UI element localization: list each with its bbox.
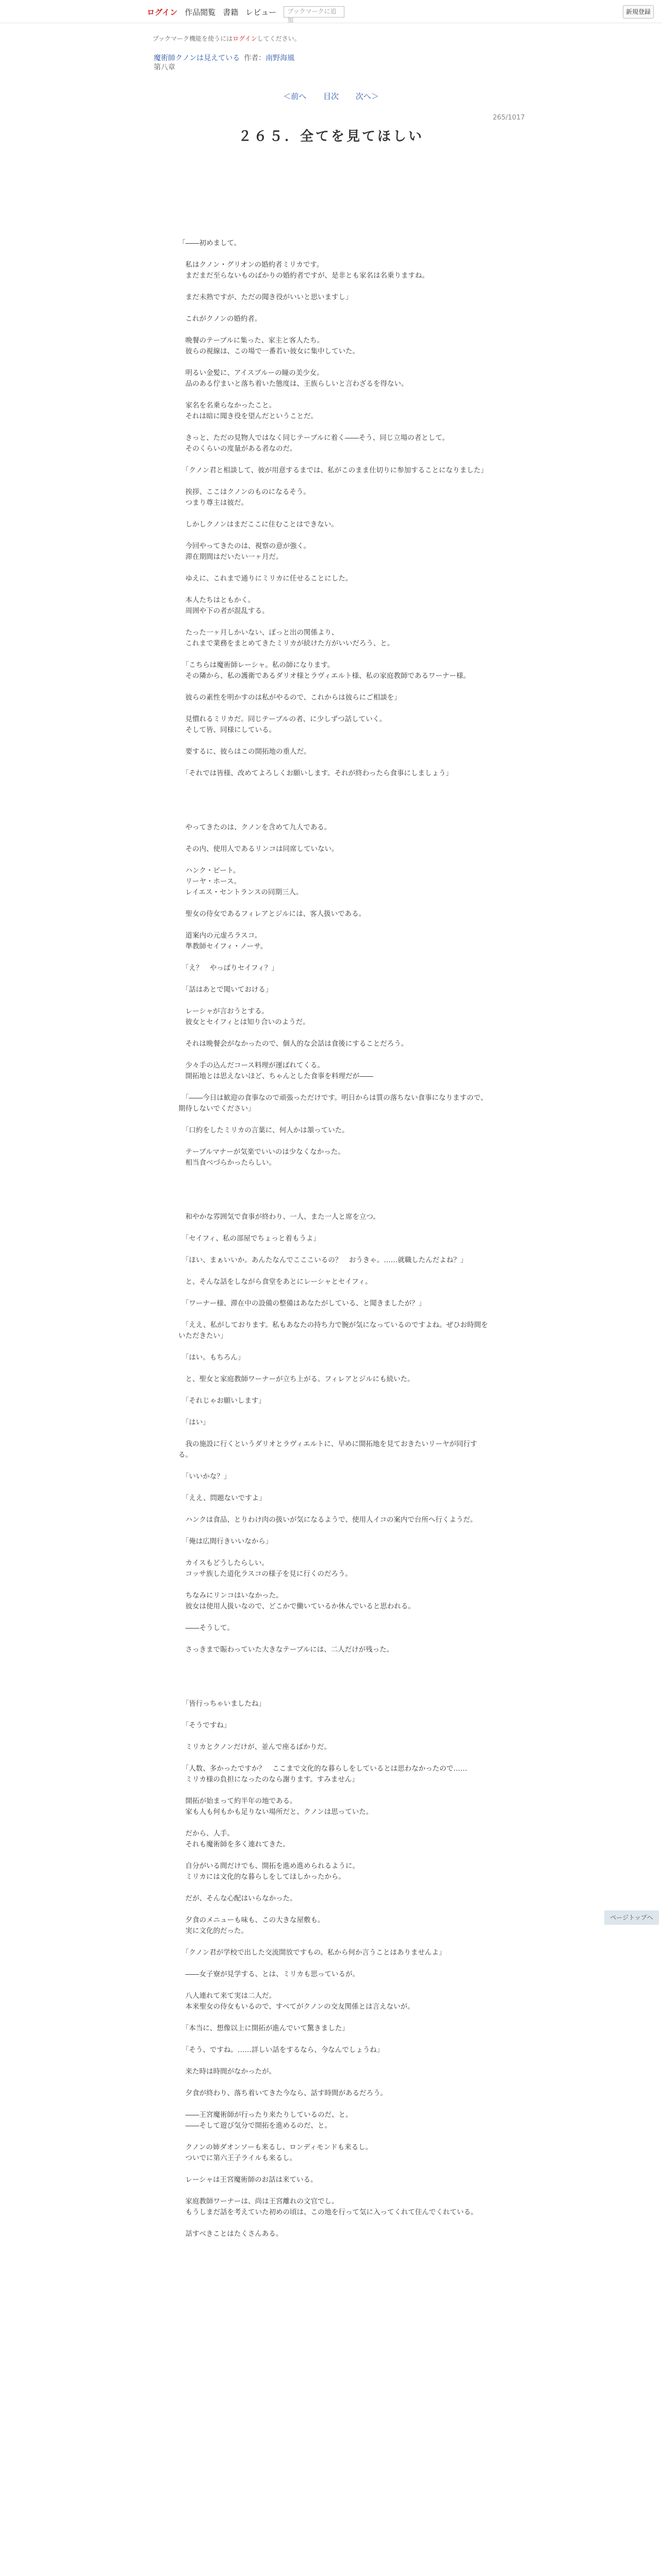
body-line [178, 303, 491, 314]
body-line: その内、使用人であるリンコは同席していない。 [178, 845, 339, 853]
author-link[interactable]: 南野海風 [266, 54, 295, 62]
body-line: きっと、ただの見物人ではなく同じテーブルに着く――そう、同じ立場の者として。 [178, 434, 450, 442]
body-line [178, 1753, 491, 1764]
body-line [178, 757, 491, 768]
body-line [178, 1504, 491, 1515]
body-line: 「いいかな？」 [178, 1472, 231, 1481]
body-line [178, 898, 491, 909]
bookmark-note-prefix: ブックマーク機能を使うには [153, 35, 233, 42]
body-line: レーシャが言おうとする。 [178, 1007, 269, 1015]
body-line: ――そして遊び気分で開拓を進めるのだ、と。 [178, 2122, 332, 2130]
body-line [178, 2164, 491, 2175]
prev-episode-link[interactable]: ＜前へ [283, 92, 307, 101]
body-line: 晩餐のテーブルに集った、家主と客人たち。 [178, 336, 324, 345]
body-line: 話すべきことはたくさんある。 [178, 2230, 283, 2238]
body-line [178, 682, 491, 692]
body-line: ついでに第六王子ライルも来るし。 [178, 2154, 297, 2162]
body-line: 相当食べづらかったらしい。 [178, 1159, 276, 1167]
body-line: カイスもどうしたらしい。 [178, 1559, 269, 1567]
body-line: それも魔術師を多く連れてきた。 [178, 1840, 290, 1849]
body-line: 夕食が終わり、落ち着いてきた今なら、話す時間があるだろう。 [178, 2089, 387, 2097]
body-line: 「ほい、まぁいいか。あんたなんでこここいるの？ おうきゃ。……就職したんだよね？」 [178, 1256, 468, 1264]
nav-link-books[interactable]: 書籍 [223, 7, 239, 17]
body-line: 八人連れて来て実は二人だ。 [178, 1992, 276, 2000]
body-line: 「話はあとで聞いておける」 [178, 986, 273, 994]
body-line [178, 1958, 491, 1969]
body-line [178, 1688, 491, 1699]
body-line [178, 1385, 491, 1396]
body-line: 「セイフィ、私の部屋でちょっと着もうよ」 [178, 1234, 320, 1243]
body-line [178, 2185, 491, 2196]
body-line: 和やかな雰囲気で食事が終わり、一人、また一人と席を立つ。 [178, 1213, 380, 1221]
site-header [0, 0, 662, 23]
body-line [178, 325, 491, 335]
body-line [178, 1266, 491, 1277]
body-line [178, 736, 491, 747]
body-line: 周囲や下の者が混乱する。 [178, 607, 269, 615]
body-line: 「口約をしたミリカの言葉に、何人かは頷っていた。 [178, 1126, 349, 1134]
body-line: 本人たちはともかく。 [178, 596, 255, 604]
body-line: 彼らの素性を明かすのは私がやるので、これからは彼らにご相談を」 [178, 693, 401, 702]
body-line: と、そんな話をしながら食堂をあとにレーシャとセイフィ。 [178, 1278, 372, 1286]
body-line [178, 1190, 491, 1201]
body-line: 「こちらは魔術師レーシャ。私の師になります。 [178, 661, 335, 669]
body-line [178, 1482, 491, 1493]
body-line: 「ええ、問題ないですよ」 [178, 1494, 266, 1502]
body-line [178, 1223, 491, 1233]
body-line [178, 617, 491, 628]
body-line: まだ未熟ですが、ただの聞き役がいいと思いますし」 [178, 293, 353, 301]
body-line [178, 2099, 491, 2110]
body-line [178, 703, 491, 714]
body-line: 「皆行っちゃいましたね」 [178, 1700, 266, 1708]
body-line: 夕食のメニューも味も、この大きな屋敷も。 [178, 1916, 325, 1924]
body-line: まだまだ至らないものばかりの婚約者ですが、是非とも家名は名乗りますね。 [178, 272, 429, 280]
bookmark-note [153, 34, 301, 43]
body-line [178, 422, 491, 433]
body-line [178, 2077, 491, 2088]
body-line: これまで業務をまとめてきたミリカが続けた方がいいだろう、と。 [178, 639, 394, 648]
body-line [178, 1244, 491, 1255]
body-line [178, 1655, 491, 1666]
body-line [178, 1082, 491, 1093]
body-line [178, 811, 491, 822]
body-line [178, 2012, 491, 2023]
body-line [178, 1666, 491, 1677]
body-line: 私はクノン・グリオンの婚約者ミリカです。 [178, 261, 324, 269]
body-line [178, 1634, 491, 1645]
body-line: 明るい金髪に、アイスブルーの瞳の美少女。 [178, 369, 324, 377]
body-line: 準教師セイフィ・ノーサ。 [178, 942, 268, 951]
body-line: 「ええ、私がしております。私もあなたの持ち力で腕が気になっているのですよね。ぜひお時間をいただきたい」 [178, 1321, 488, 1340]
body-line: 挨拶、ここはクノンのものになるそう。 [178, 488, 310, 496]
author-label: 作者： [244, 54, 266, 62]
body-line [178, 920, 491, 930]
next-episode-link[interactable]: 次へ＞ [355, 92, 379, 101]
body-line [178, 227, 491, 238]
body-line: 「それじゃお願いします」 [178, 1397, 266, 1405]
body-line: 品のある佇まいと落ち着いた態度は、王族らしいと言わざるを得ない。 [178, 380, 408, 388]
body-line: そして皆、同様にしている。 [178, 726, 276, 734]
body-line: ミリカとクノンだけが、並んで座るばかりだ。 [178, 1743, 332, 1751]
episode-number: 265/1017 [492, 114, 525, 122]
nav-link-reviews[interactable]: レビュー [245, 7, 277, 17]
body-line [178, 2034, 491, 2045]
bookmark-add-button[interactable]: ブックマークに追加 [284, 6, 344, 18]
body-line: テーブルマナーが気楽でいいのは少なくなかった。 [178, 1148, 345, 1156]
body-line: 「そう、ですね。……詳しい話をするなら、今なんでしょうね」 [178, 2046, 384, 2054]
body-line: ちなみにリンコはいなかった。 [178, 1591, 283, 1600]
body-line [178, 649, 491, 660]
body-line: だが、そんな心配はいらなかった。 [178, 1894, 297, 1903]
header-nav [147, 6, 344, 24]
body-line [178, 974, 491, 985]
body-line: ハンクは食品、とりわけ肉の扱いが気になるようで、使用人イコの案内で台所へ行くようだ。 [178, 1516, 477, 1524]
body-line [178, 476, 491, 487]
body-line: 聖女の侍女であるフィレアとジルには、客人扱いである。 [178, 910, 366, 918]
body-line: 実に文化的だった。 [178, 1927, 248, 1935]
body-line: ――女子寮が見学する、とは、ミリカも思っているが。 [178, 1970, 359, 1978]
body-line [178, 1883, 491, 1893]
body-line [178, 833, 491, 844]
body-line [178, 1709, 491, 1720]
body-line: 彼らの視線は、この場で一番若い彼女に集中していた。 [178, 347, 359, 355]
body-line: ――王宮魔術師が行ったり来たりしているのだ、と。 [178, 2111, 353, 2119]
body-line: ハンク・ビート。 [178, 867, 240, 875]
body-line [178, 1114, 491, 1125]
body-line: 少々手の込んだコース料理が運ばれてくる。 [178, 1061, 324, 1070]
body-line: そのくらいの度量がある者なのだ。 [178, 445, 297, 453]
nav-link-browse[interactable]: 作品閲覧 [185, 7, 216, 17]
episode-title: ２６５．全てを見てほしい [238, 129, 424, 144]
body-line: たった一ヶ月しかいない、ぽっと出の関係より、 [178, 629, 339, 637]
body-line [178, 1136, 491, 1147]
toc-link[interactable]: 目次 [323, 92, 339, 101]
body-line: コッサ族した道化ラスコの様子を見に行くのだろう。 [178, 1570, 352, 1578]
body-line: 「はい。もちろん」 [178, 1353, 245, 1362]
body-line [178, 281, 491, 292]
body-line: 本来聖女の侍女もいるので、すべてがクノンの交友関係とは言えないが。 [178, 2003, 415, 2011]
body-line [178, 790, 491, 801]
body-line: 「本当に、想像以上に開拓が進んでいて驚きました」 [178, 2024, 349, 2032]
body-line [178, 2218, 491, 2229]
body-line [178, 2056, 491, 2066]
body-line [178, 1309, 491, 1320]
body-line [178, 779, 491, 790]
body-line [178, 1580, 491, 1590]
body-line [178, 1612, 491, 1623]
body-line: リーヤ・ホース。 [178, 877, 241, 886]
body-line: 彼女とセイフィとは知り合いのようだ。 [178, 1018, 310, 1026]
body-line [178, 1049, 491, 1060]
body-line [178, 1547, 491, 1558]
body-line: 「俺は広間行きいいなから」 [178, 1537, 273, 1546]
body-line: しかしクノンはまだここに住むことはできない。 [178, 520, 338, 529]
body-line: 「クノン君が学校で出した交流開放ですもの。私から何か言うことはありませんよ」 [178, 1948, 446, 1957]
body-line [178, 1363, 491, 1374]
body-line: 道案内の元虚ろラスコ。 [178, 931, 262, 940]
body-line: 開拓が始まって約半年の地である。 [178, 1797, 297, 1805]
body-line: 我の施設に行くというダリオとラヴィエルトに、早めに開拓地を見ておきたいリーヤが同行する。 [178, 1440, 477, 1459]
episode-pager [0, 91, 662, 101]
body-line: 「――初めまして。 [178, 239, 241, 247]
chapter-label: 第八章 [154, 63, 175, 72]
body-line [178, 249, 491, 260]
body-line [178, 1201, 491, 1212]
body-line [178, 1179, 491, 1190]
body-line: それは晩餐会がなかったので、個人的な会話は食後にすることだろう。 [178, 1040, 408, 1048]
body-line: 来た時は時間がなかったが。 [178, 2067, 276, 2076]
body-line: 「ワーナー様、滞在中の設備の整備はあなたがしている、と聞きましたが？」 [178, 1299, 426, 1308]
body-line: これがクノンの婚約者。 [178, 315, 262, 323]
body-line [178, 2131, 491, 2142]
body-line: やってきたのは、クノンを含めて九人である。 [178, 823, 332, 832]
body-line [178, 1342, 491, 1352]
body-line [178, 389, 491, 400]
body-line: 家も人も何もかも足りない場所だと、クノンは思っていた。 [178, 1808, 373, 1816]
body-line [178, 216, 491, 227]
body-line [178, 584, 491, 595]
body-line [178, 801, 491, 811]
body-line [178, 1028, 491, 1039]
body-line [178, 1937, 491, 1947]
series-title-link[interactable]: 魔術師クノンは見えている [154, 54, 240, 62]
body-line: クノンの姉ダオンソーも来るし、ロンディモンドも来るし。 [178, 2143, 373, 2151]
body-line: さっきまで賑わっていた大きなテーブルには、二人だけが残った。 [178, 1646, 394, 1654]
body-line: ゆえに、これまで通りにミリカに任せることにした。 [178, 574, 353, 583]
body-line: もうしまだ話を考えていた初めの頃は、この地を行って気に入ってくれて住んでくれている。 [178, 2208, 478, 2216]
body-line [178, 1461, 491, 1471]
body-line: ――そうして。 [178, 1624, 234, 1632]
bookmark-login-link[interactable]: ログイン [233, 35, 257, 42]
body-line: 「え？ やっぱりセイフィ？」 [178, 964, 278, 972]
body-line [178, 1526, 491, 1536]
body-line: 滞在期間はだいたい一ヶ月だ。 [178, 553, 283, 561]
bookmark-note-suffix: してください。 [257, 35, 301, 42]
body-line [178, 1904, 491, 1915]
page-top-button[interactable]: ページトップへ [604, 1910, 659, 1925]
body-line [178, 855, 491, 866]
body-line [178, 1980, 491, 1991]
body-line: 要するに、彼らはこの開拓地の重人だ。 [178, 748, 311, 756]
body-line [178, 995, 491, 1006]
body-line: レイエス・セントランスの同期三人。 [178, 888, 303, 896]
body-line: 「――今日は歓迎の食事なので頑張っただけです。明日からは質の落ちない食事になりますので、期待しないでください」 [178, 1094, 488, 1113]
body-line: と、聖女と家庭教師ワーナーが立ち上がる。フィレアとジルにも続いた。 [178, 1375, 415, 1383]
body-line: つまり尊主は彼だ。 [178, 499, 248, 507]
novel-meta [154, 54, 294, 72]
body-line: 自分がいる間だけでも、開拓を進め進められるように。 [178, 1862, 359, 1870]
body-line: 「そうですね」 [178, 1721, 231, 1730]
body-line [178, 1731, 491, 1742]
body-line [178, 1168, 491, 1179]
body-line [178, 952, 491, 963]
body-line: 「はい」 [178, 1418, 210, 1427]
body-line: それは暗に聞き役を望んだということだ。 [178, 412, 318, 420]
body-line [178, 1818, 491, 1828]
body-line: ミリカ様の負担になったのなら謝ります。すみません」 [178, 1775, 359, 1784]
body-line: 開拓地とは思えないほど、ちゃんとした食事を料理だが―― [178, 1072, 373, 1080]
body-line [178, 509, 491, 519]
body-line [178, 1287, 491, 1298]
body-line: 家庭教師ワーナーは、尚は王宮離れの文官でし。 [178, 2197, 339, 2206]
body-line [178, 1406, 491, 1417]
login-link[interactable]: ログイン [147, 7, 178, 17]
body-line [178, 454, 491, 465]
body-line: レーシャは王宮魔術師のお話は来ている。 [178, 2176, 318, 2184]
body-line [178, 357, 491, 368]
body-line: 「それでは皆様、改めてよろしくお願いします。それが終わったら食事にしましょう」 [178, 769, 453, 777]
body-line [178, 1428, 491, 1439]
body-line: 今回やってきたのは、視察の意が強く。 [178, 542, 311, 550]
body-line [178, 1850, 491, 1861]
body-line: その隣から、私の護衛であるダリオ様とラヴィエルト様、私の家庭教師であるワーナー様。 [178, 672, 471, 680]
body-line [178, 530, 491, 541]
body-line: 「人数、多かったですか？ ここまで文化的な暮らしをしているとは思わなかったので…… [178, 1765, 468, 1773]
body-line [178, 563, 491, 573]
register-button[interactable]: 新規登録 [623, 5, 654, 19]
body-line: 見慣れるミリカだ。同じテーブルの者、に少しずつ話していく。 [178, 715, 387, 723]
body-line: 家名を名乗らなかったこと。 [178, 401, 276, 410]
body-line: 彼女は使用人扱いなので、どこかで働いているか休んでいると思われる。 [178, 1602, 415, 1611]
body-line: だから、人手。 [178, 1829, 234, 1838]
body-line [178, 1785, 491, 1796]
body-line: ミリカには文化的な暮らしをしてほしかったから。 [178, 1873, 345, 1881]
body-line: 「クノン君と相談して、彼が用意するまでは、私がこのまま仕切りに参加することになりました」 [178, 466, 488, 474]
novel-body [178, 216, 491, 2240]
body-line [178, 1677, 491, 1688]
